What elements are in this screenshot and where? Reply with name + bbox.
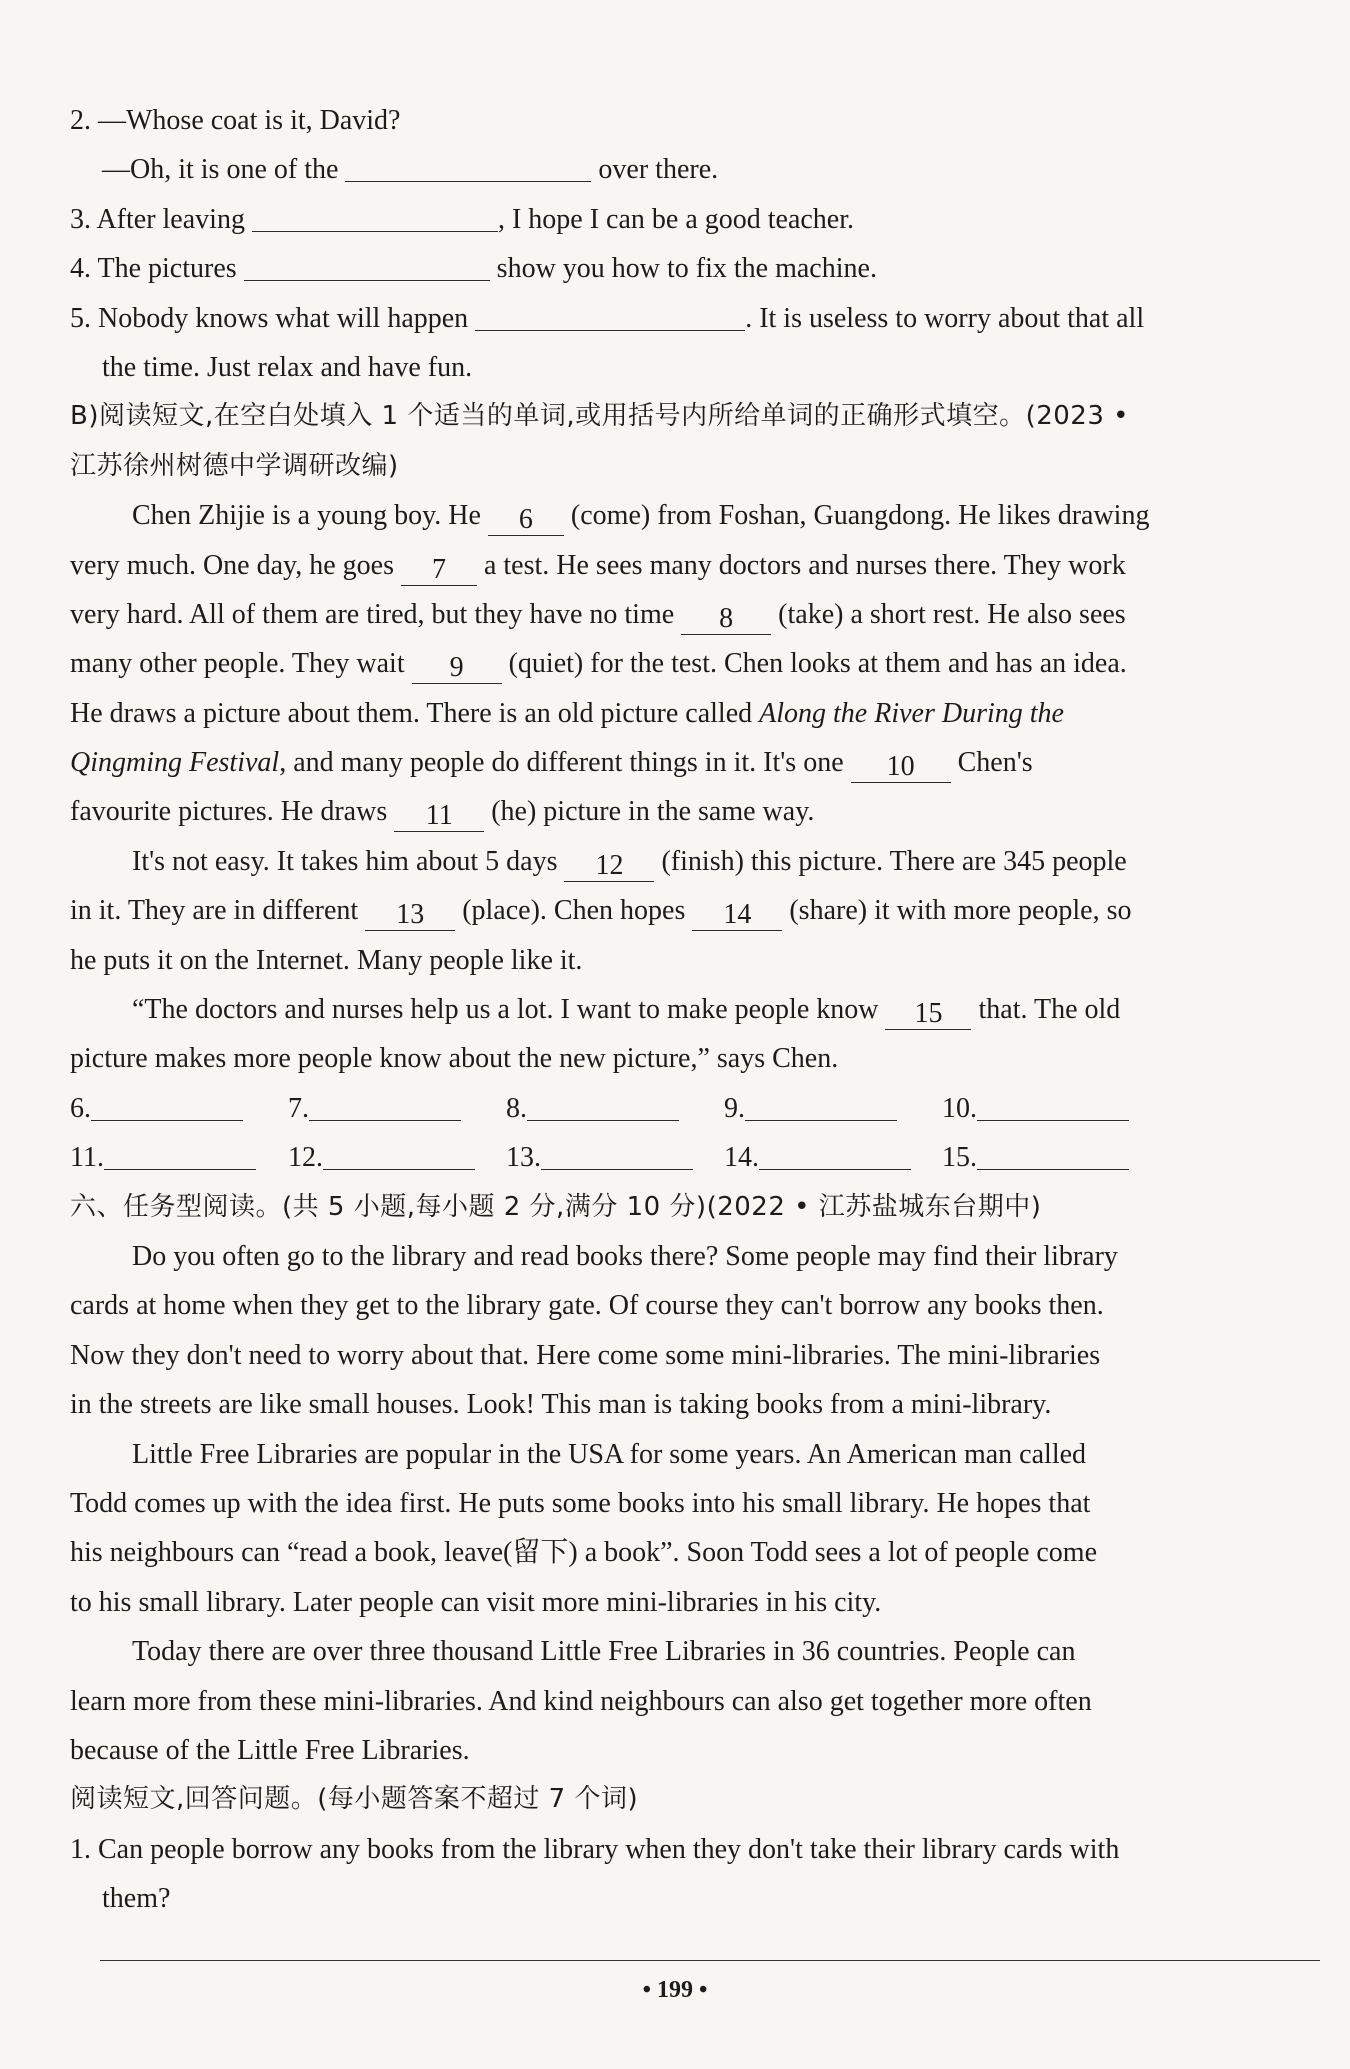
blank-15[interactable]: 15 bbox=[885, 999, 971, 1030]
answer-blank-14[interactable] bbox=[759, 1139, 911, 1170]
passage-b-p3-line-1: “The doctors and nurses help us a lot. I want to make people know 15 that. The old bbox=[132, 994, 1121, 1030]
passage-6-p3-line-2: learn more from these mini-libraries. And kind neighbours can also get together more often bbox=[70, 1685, 1092, 1717]
passage-6-p2-line-2: Todd comes up with the idea first. He puts some books into his small library. He hopes that bbox=[70, 1487, 1091, 1519]
section-b-instruction: B)阅读短文,在空白处填入 1 个适当的单词,或用括号内所给单词的正确形式填空。(2023 • bbox=[70, 401, 1129, 432]
passage-6-p3-line-1: Today there are over three thousand Little Free Libraries in 36 countries. People can bbox=[132, 1636, 1076, 1668]
answer-blank-12[interactable] bbox=[323, 1139, 475, 1170]
page-content bbox=[70, 96, 1320, 1923]
passage-b-p3-line-2: picture makes more people know about the new picture,” says Chen. bbox=[70, 1043, 839, 1075]
passage-b-p1-line-3: very hard. All of them are tired, but they have no time 8 (take) a short rest. He also sees bbox=[70, 598, 1126, 634]
passage-6-p1-line-1: Do you often go to the library and read books there? Some people may find their library bbox=[132, 1240, 1118, 1272]
answer-row-2: 11. 12. 13. 14. 15. bbox=[70, 1133, 1320, 1182]
answer-blank-11[interactable] bbox=[104, 1139, 256, 1170]
page-number: • 199 • bbox=[642, 1977, 708, 2003]
passage-6-p3-line-3: because of the Little Free Libraries. bbox=[70, 1734, 470, 1766]
section-b-source: 江苏徐州树德中学调研改编) bbox=[70, 450, 399, 481]
passage-6-p2-line-4: to his small library. Later people can visit more mini-libraries in his city. bbox=[70, 1586, 882, 1618]
blank-6[interactable]: 6 bbox=[488, 505, 564, 536]
passage-b-p1-line-1: Chen Zhijie is a young boy. He 6 (come) from Foshan, Guangdong. He likes drawing bbox=[132, 500, 1150, 536]
answer-blank-7[interactable] bbox=[309, 1090, 461, 1121]
section-6-title: 六、任务型阅读。(共 5 小题,每小题 2 分,满分 10 分)(2022 • 江苏盐城东台期中) bbox=[70, 1191, 1042, 1222]
passage-b-p2-line-1: It's not easy. It takes him about 5 days 12 (finish) this picture. There are 345 people bbox=[132, 845, 1127, 881]
passage-6-p1-line-4: in the streets are like small houses. Look! This man is taking books from a mini-library. bbox=[70, 1389, 1052, 1421]
passage-b-p1-line-4: many other people. They wait 9 (quiet) for the test. Chen looks at them and has an idea. bbox=[70, 648, 1127, 684]
passage-b-p1-line-5: He draws a picture about them. There is an old picture called Along the River During the bbox=[70, 697, 1064, 729]
section-6-instruction: 阅读短文,回答问题。(每小题答案不超过 7 个词) bbox=[70, 1784, 639, 1815]
answer-blank-10[interactable] bbox=[977, 1090, 1129, 1121]
blank-12[interactable]: 12 bbox=[564, 851, 654, 882]
blank-q4[interactable] bbox=[244, 250, 490, 281]
passage-6-p2-line-1: Little Free Libraries are popular in the USA for some years. An American man called bbox=[132, 1438, 1087, 1470]
footer-divider bbox=[100, 1960, 1320, 1961]
section-6-question-1-line-1: 1. Can people borrow any books from the library when they don't take their library cards with bbox=[70, 1833, 1120, 1865]
question-5-line-1: 5. Nobody knows what will happen . It is useless to worry about that all bbox=[70, 294, 1320, 343]
answer-blank-8[interactable] bbox=[527, 1090, 679, 1121]
question-4: 4. The pictures show you how to fix the machine. bbox=[70, 244, 1320, 293]
question-3: 3. After leaving , I hope I can be a good teacher. bbox=[70, 195, 1320, 244]
blank-14[interactable]: 14 bbox=[692, 900, 782, 931]
blank-q2[interactable] bbox=[345, 151, 591, 182]
blank-q5[interactable] bbox=[475, 300, 745, 331]
question-2-line-1: 2. —Whose coat is it, David? bbox=[70, 105, 401, 136]
answer-blank-9[interactable] bbox=[745, 1090, 897, 1121]
answer-blank-13[interactable] bbox=[541, 1139, 693, 1170]
passage-6-p1-line-3: Now they don't need to worry about that. Here come some mini-libraries. The mini-libraries bbox=[70, 1339, 1101, 1371]
answer-blank-15[interactable] bbox=[977, 1139, 1129, 1170]
blank-9[interactable]: 9 bbox=[412, 653, 502, 684]
passage-6-p1-line-2: cards at home when they get to the library gate. Of course they can't borrow any books then. bbox=[70, 1290, 1104, 1322]
answer-blank-6[interactable] bbox=[91, 1090, 243, 1121]
section-6-question-1-line-2: them? bbox=[102, 1883, 171, 1915]
blank-7[interactable]: 7 bbox=[401, 555, 477, 586]
blank-10[interactable]: 10 bbox=[851, 752, 951, 783]
question-2-line-2: —Oh, it is one of the over there. bbox=[70, 145, 1320, 194]
answer-row-1: 6. 7. 8. 9. 10. bbox=[70, 1084, 1320, 1133]
passage-b-p1-line-2: very much. One day, he goes 7 a test. He sees many doctors and nurses there. They work bbox=[70, 549, 1126, 585]
blank-8[interactable]: 8 bbox=[681, 604, 771, 635]
passage-b-p2-line-2: in it. They are in different 13 (place). Chen hopes 14 (share) it with more people, so bbox=[70, 895, 1132, 931]
blank-11[interactable]: 11 bbox=[394, 801, 484, 832]
passage-6-p2-line-3: his neighbours can “read a book, leave(留下) a book”. Soon Todd sees a lot of people come bbox=[70, 1537, 1098, 1569]
question-5-line-2: the time. Just relax and have fun. bbox=[102, 351, 473, 383]
passage-b-p1-line-6: Qingming Festival, and many people do different things in it. It's one 10 Chen's bbox=[70, 747, 1033, 783]
passage-b-p2-line-3: he puts it on the Internet. Many people like it. bbox=[70, 944, 583, 976]
passage-b-p1-line-7: favourite pictures. He draws 11 (he) picture in the same way. bbox=[70, 796, 815, 832]
blank-q3[interactable] bbox=[252, 201, 498, 232]
blank-13[interactable]: 13 bbox=[365, 900, 455, 931]
